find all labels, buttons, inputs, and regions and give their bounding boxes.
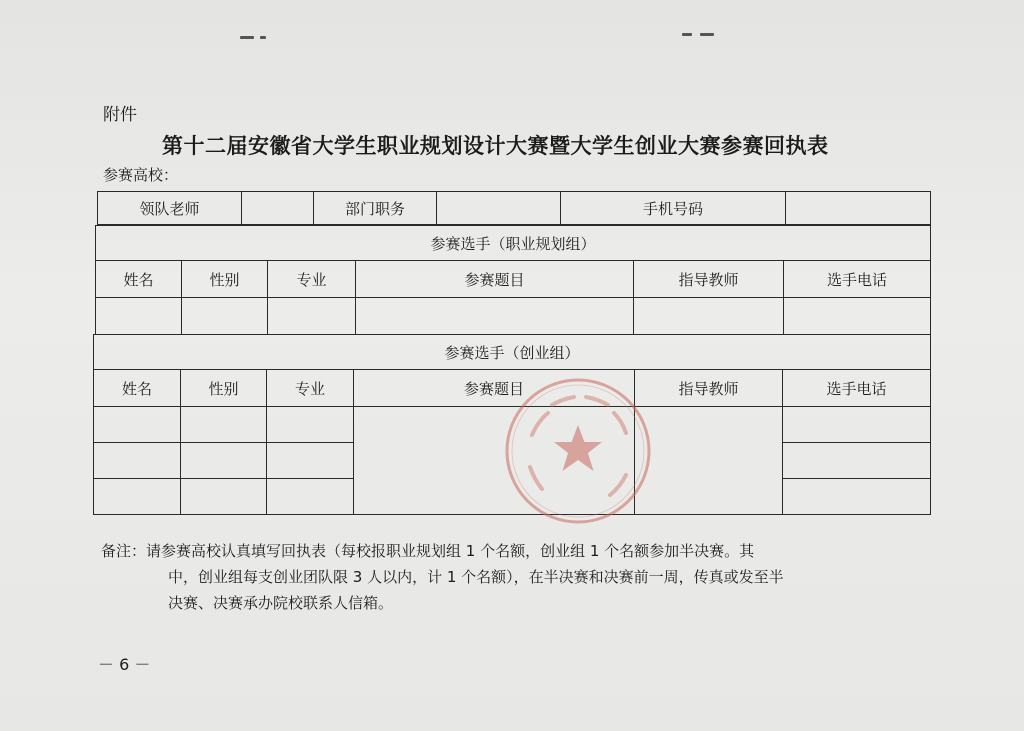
col-header-topic: 参赛题目 [356,261,634,298]
empty-cell[interactable] [96,298,182,335]
phone-label: 手机号码 [561,192,786,225]
scan-speck [240,36,254,39]
leader-info-table [97,191,931,225]
col-header-major: 专业 [268,261,356,298]
empty-cell[interactable] [783,443,931,479]
empty-cell[interactable] [181,443,267,479]
empty-cell[interactable] [94,407,181,443]
col-header-name: 姓名 [96,261,182,298]
col-header-phone: 选手电话 [784,261,931,298]
section-title-career: 参赛选手（职业规划组） [96,226,931,261]
empty-cell[interactable] [267,479,354,515]
col-header-gender: 性别 [182,261,268,298]
merged-advisor-cell[interactable] [635,407,783,515]
remarks-note [101,538,931,616]
col-header-major: 专业 [267,370,354,407]
position-label: 部门职务 [314,192,437,225]
attachment-label: 附件 [103,105,137,125]
empty-cell[interactable] [356,298,634,335]
school-label: 参赛高校： [103,166,179,184]
section-title-startup: 参赛选手（创业组） [94,335,931,370]
empty-cell[interactable] [267,443,354,479]
table-row [96,298,931,335]
page-title: 第十二届安徽省大学生职业规划设计大赛暨大学生创业大赛参赛回执表 [162,134,829,158]
col-header-name: 姓名 [94,370,181,407]
empty-cell[interactable] [182,298,268,335]
empty-cell[interactable] [268,298,356,335]
startup-group-table [93,334,931,515]
scan-speck [682,33,692,36]
col-header-advisor: 指导教师 [634,261,784,298]
empty-cell[interactable] [181,479,267,515]
empty-cell[interactable] [94,479,181,515]
scan-speck [700,33,714,36]
empty-cell[interactable] [181,407,267,443]
empty-cell[interactable] [94,443,181,479]
col-header-phone: 选手电话 [783,370,931,407]
empty-cell[interactable] [783,407,931,443]
remarks-line-1: 备注：请参赛高校认真填写回执表（每校报职业规划组 1 个名额，创业组 1 个名额参加半决赛。其 [101,542,755,560]
empty-cell[interactable] [784,298,931,335]
scan-speck [260,36,266,39]
empty-cell[interactable] [634,298,784,335]
leader-label: 领队老师 [98,192,242,225]
remarks-line-2: 中，创业组每支创业团队限 3 人以内，计 1 个名额），在半决赛和决赛前一周，传真或发至半 [168,568,784,586]
position-value-cell[interactable] [437,192,561,225]
empty-cell[interactable] [783,479,931,515]
phone-value-cell[interactable] [786,192,931,225]
merged-topic-cell[interactable] [354,407,635,515]
leader-value-cell[interactable] [242,192,314,225]
col-header-advisor: 指导教师 [635,370,783,407]
career-group-table [95,225,931,335]
page-number: － 6 － [98,655,151,674]
empty-cell[interactable] [267,407,354,443]
table-row [94,407,931,443]
remarks-line-3: 决赛、决赛承办院校联系人信箱。 [168,594,394,612]
col-header-gender: 性别 [181,370,267,407]
col-header-topic: 参赛题目 [354,370,635,407]
